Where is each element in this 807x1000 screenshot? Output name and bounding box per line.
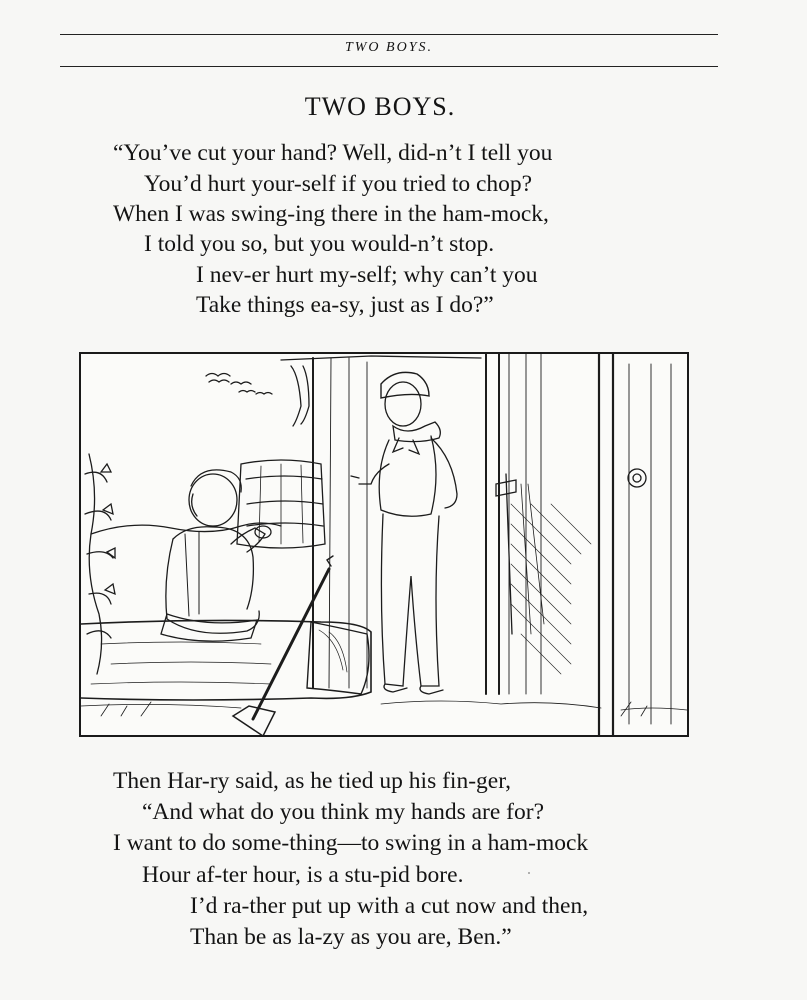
paper-speck	[528, 872, 530, 874]
header-rule-bottom	[60, 66, 718, 67]
bird-icon	[239, 391, 255, 393]
stanza-2-line: Than be as la-zy as you are, Ben.”	[190, 924, 512, 950]
bird-icon	[231, 382, 251, 384]
stanza-2-line: I’d ra-ther put up with a cut now and then,	[190, 893, 589, 919]
bird-icon	[206, 374, 230, 377]
stanza-1-line: “You’ve cut your hand? Well, did-n’t I tell you	[113, 140, 553, 166]
stanza-1-line: You’d hurt your-self if you tried to chop?	[144, 171, 533, 197]
stanza-2-line: I want to do some-thing—to swing in a ham-mock	[113, 830, 589, 856]
engraving-drawing	[81, 354, 687, 735]
bird-icon	[209, 380, 229, 382]
illustration-two-boys	[79, 352, 689, 737]
stanza-1-line: When I was swing-ing there in the ham-mock,	[113, 201, 549, 227]
stanza-1-line: I nev-er hurt my-self; why can’t you	[196, 262, 538, 288]
poem-title: TWO BOYS.	[304, 92, 456, 121]
stanza-1-line: Take things ea-sy, just as I do?”	[196, 292, 494, 318]
running-head: TWO BOYS.	[344, 40, 433, 55]
header-rule-top	[60, 34, 718, 35]
stanza-2-line: Hour af-ter hour, is a stu-pid bore.	[142, 862, 464, 888]
stanza-2-line: Then Har-ry said, as he tied up his fin-ger,	[113, 768, 511, 794]
stanza-2-line: “And what do you think my hands are for?	[142, 799, 545, 825]
stanza-1-line: I told you so, but you would-n’t stop.	[144, 231, 495, 257]
bird-icon	[256, 393, 272, 395]
